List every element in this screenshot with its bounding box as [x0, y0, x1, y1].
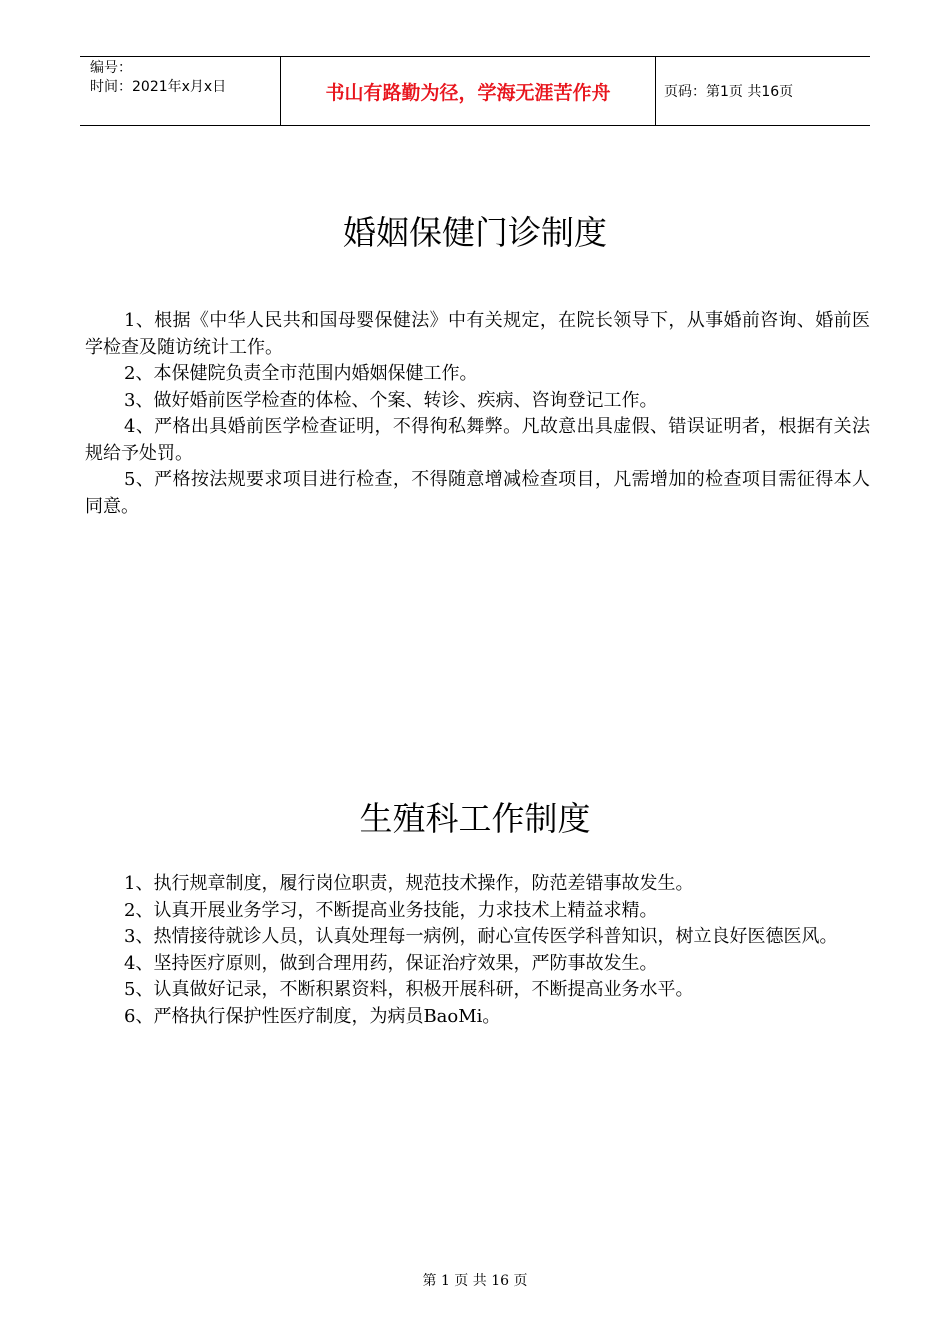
section1-paragraph: 5、严格按法规要求项目进行检查，不得随意增减检查项目，凡需增加的检查项目需征得本人同意。	[85, 469, 870, 517]
section2-paragraph: 5、认真做好记录，不断积累资料，积极开展科研，不断提高业务水平。	[124, 979, 694, 1000]
section2-title: 生殖科工作制度	[359, 799, 591, 838]
section1-body	[85, 308, 870, 520]
section1-paragraph: 2、本保健院负责全市范围内婚姻保健工作。	[124, 363, 478, 384]
page-footer: 第 1 页 共 16 页	[422, 1273, 528, 1289]
section1-paragraph: 3、做好婚前医学检查的体检、个案、转诊、疾病、咨询登记工作。	[124, 389, 658, 411]
section2-paragraph: 3、热情接待就诊人员，认真处理每一病例，耐心宣传医学科普知识，树立良好医德医风。	[124, 926, 838, 947]
header-meta	[80, 57, 280, 125]
document-number-label: 编号：	[90, 60, 132, 76]
page-header	[80, 56, 870, 126]
section2-paragraph: 6、严格执行保护性医疗制度，为病员BaoMi。	[124, 1005, 501, 1027]
section1-paragraph: 1、根据《中华人民共和国母婴保健法》中有关规定，在院长领导下，从事婚前咨询、婚前医学检查及随访统计工作。	[85, 310, 870, 358]
section2-body	[85, 871, 870, 1030]
section2-paragraph: 1、执行规章制度，履行岗位职责，规范技术操作，防范差错事故发生。	[124, 873, 694, 894]
document-time-label: 时间：2021年x月x日	[90, 79, 227, 95]
section2-paragraph: 2、认真开展业务学习，不断提高业务技能，力求技术上精益求精。	[124, 899, 658, 921]
header-motto: 书山有路勤为径，学海无涯苦作舟	[280, 57, 656, 125]
header-page-info: 页码：第1页 共16页	[664, 84, 794, 100]
section1-title: 婚姻保健门诊制度	[343, 213, 607, 252]
section1-paragraph: 4、严格出具婚前医学检查证明，不得徇私舞弊。凡故意出具虚假、错误证明者，根据有关法规给予处罚。	[85, 416, 870, 464]
section2-paragraph: 4、坚持医疗原则，做到合理用药，保证治疗效果，严防事故发生。	[124, 952, 658, 974]
